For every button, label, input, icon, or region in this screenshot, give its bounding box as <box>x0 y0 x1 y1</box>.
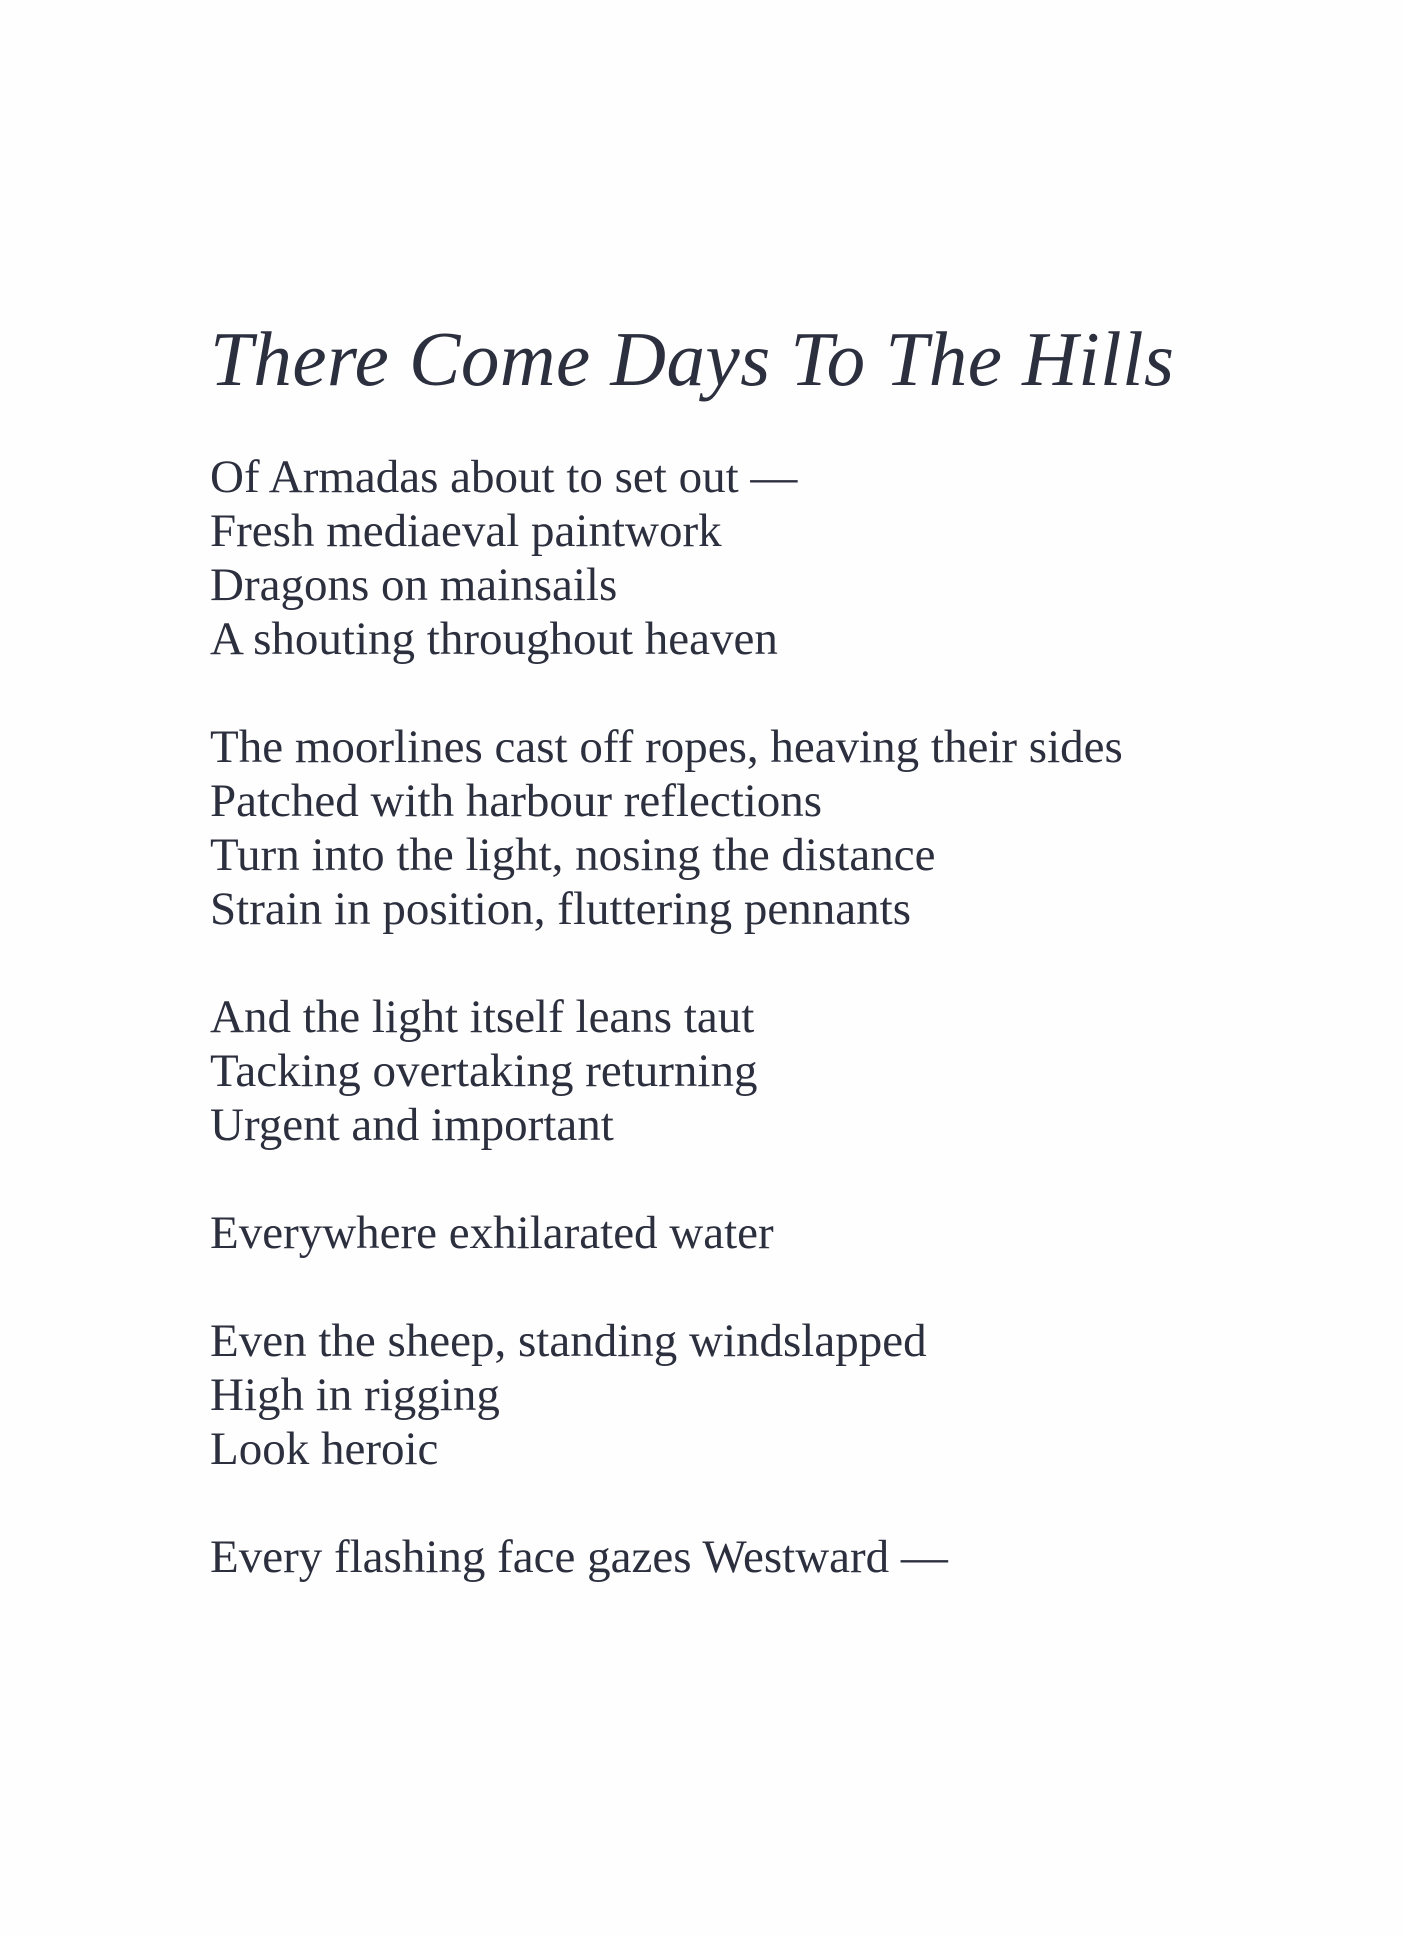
stanza-4 <box>210 1206 1360 1260</box>
poem-line: The moorlines cast off ropes, heaving their sides <box>210 721 1123 773</box>
poem-line: Of Armadas about to set out — <box>210 451 798 503</box>
stanza-6 <box>210 1530 1360 1584</box>
stanza-1 <box>210 450 1360 666</box>
poem-title: There Come Days To The Hills <box>210 316 1175 402</box>
poem-line: Fresh mediaeval paintwork <box>210 505 722 557</box>
stanza-3 <box>210 990 1360 1152</box>
poem-line: High in rigging <box>210 1369 500 1421</box>
poem-line: Strain in position, fluttering pennants <box>210 883 912 935</box>
poem <box>210 312 1360 1638</box>
poem-line: Everywhere exhilarated water <box>210 1207 774 1259</box>
poem-line: Patched with harbour reflections <box>210 775 823 827</box>
poem-line: Look heroic <box>210 1423 439 1475</box>
poem-line: Every flashing face gazes Westward — <box>210 1531 948 1583</box>
stanza-5 <box>210 1314 1360 1476</box>
poem-line: Turn into the light, nosing the distance <box>210 829 936 881</box>
poem-line: Urgent and important <box>210 1099 614 1151</box>
poem-line: Tacking overtaking returning <box>210 1045 758 1097</box>
poem-line: A shouting throughout heaven <box>210 613 778 665</box>
poem-line: Even the sheep, standing windslapped <box>210 1315 927 1367</box>
poem-line: And the light itself leans taut <box>210 991 755 1043</box>
stanza-2 <box>210 720 1360 936</box>
poem-line: Dragons on mainsails <box>210 559 618 611</box>
